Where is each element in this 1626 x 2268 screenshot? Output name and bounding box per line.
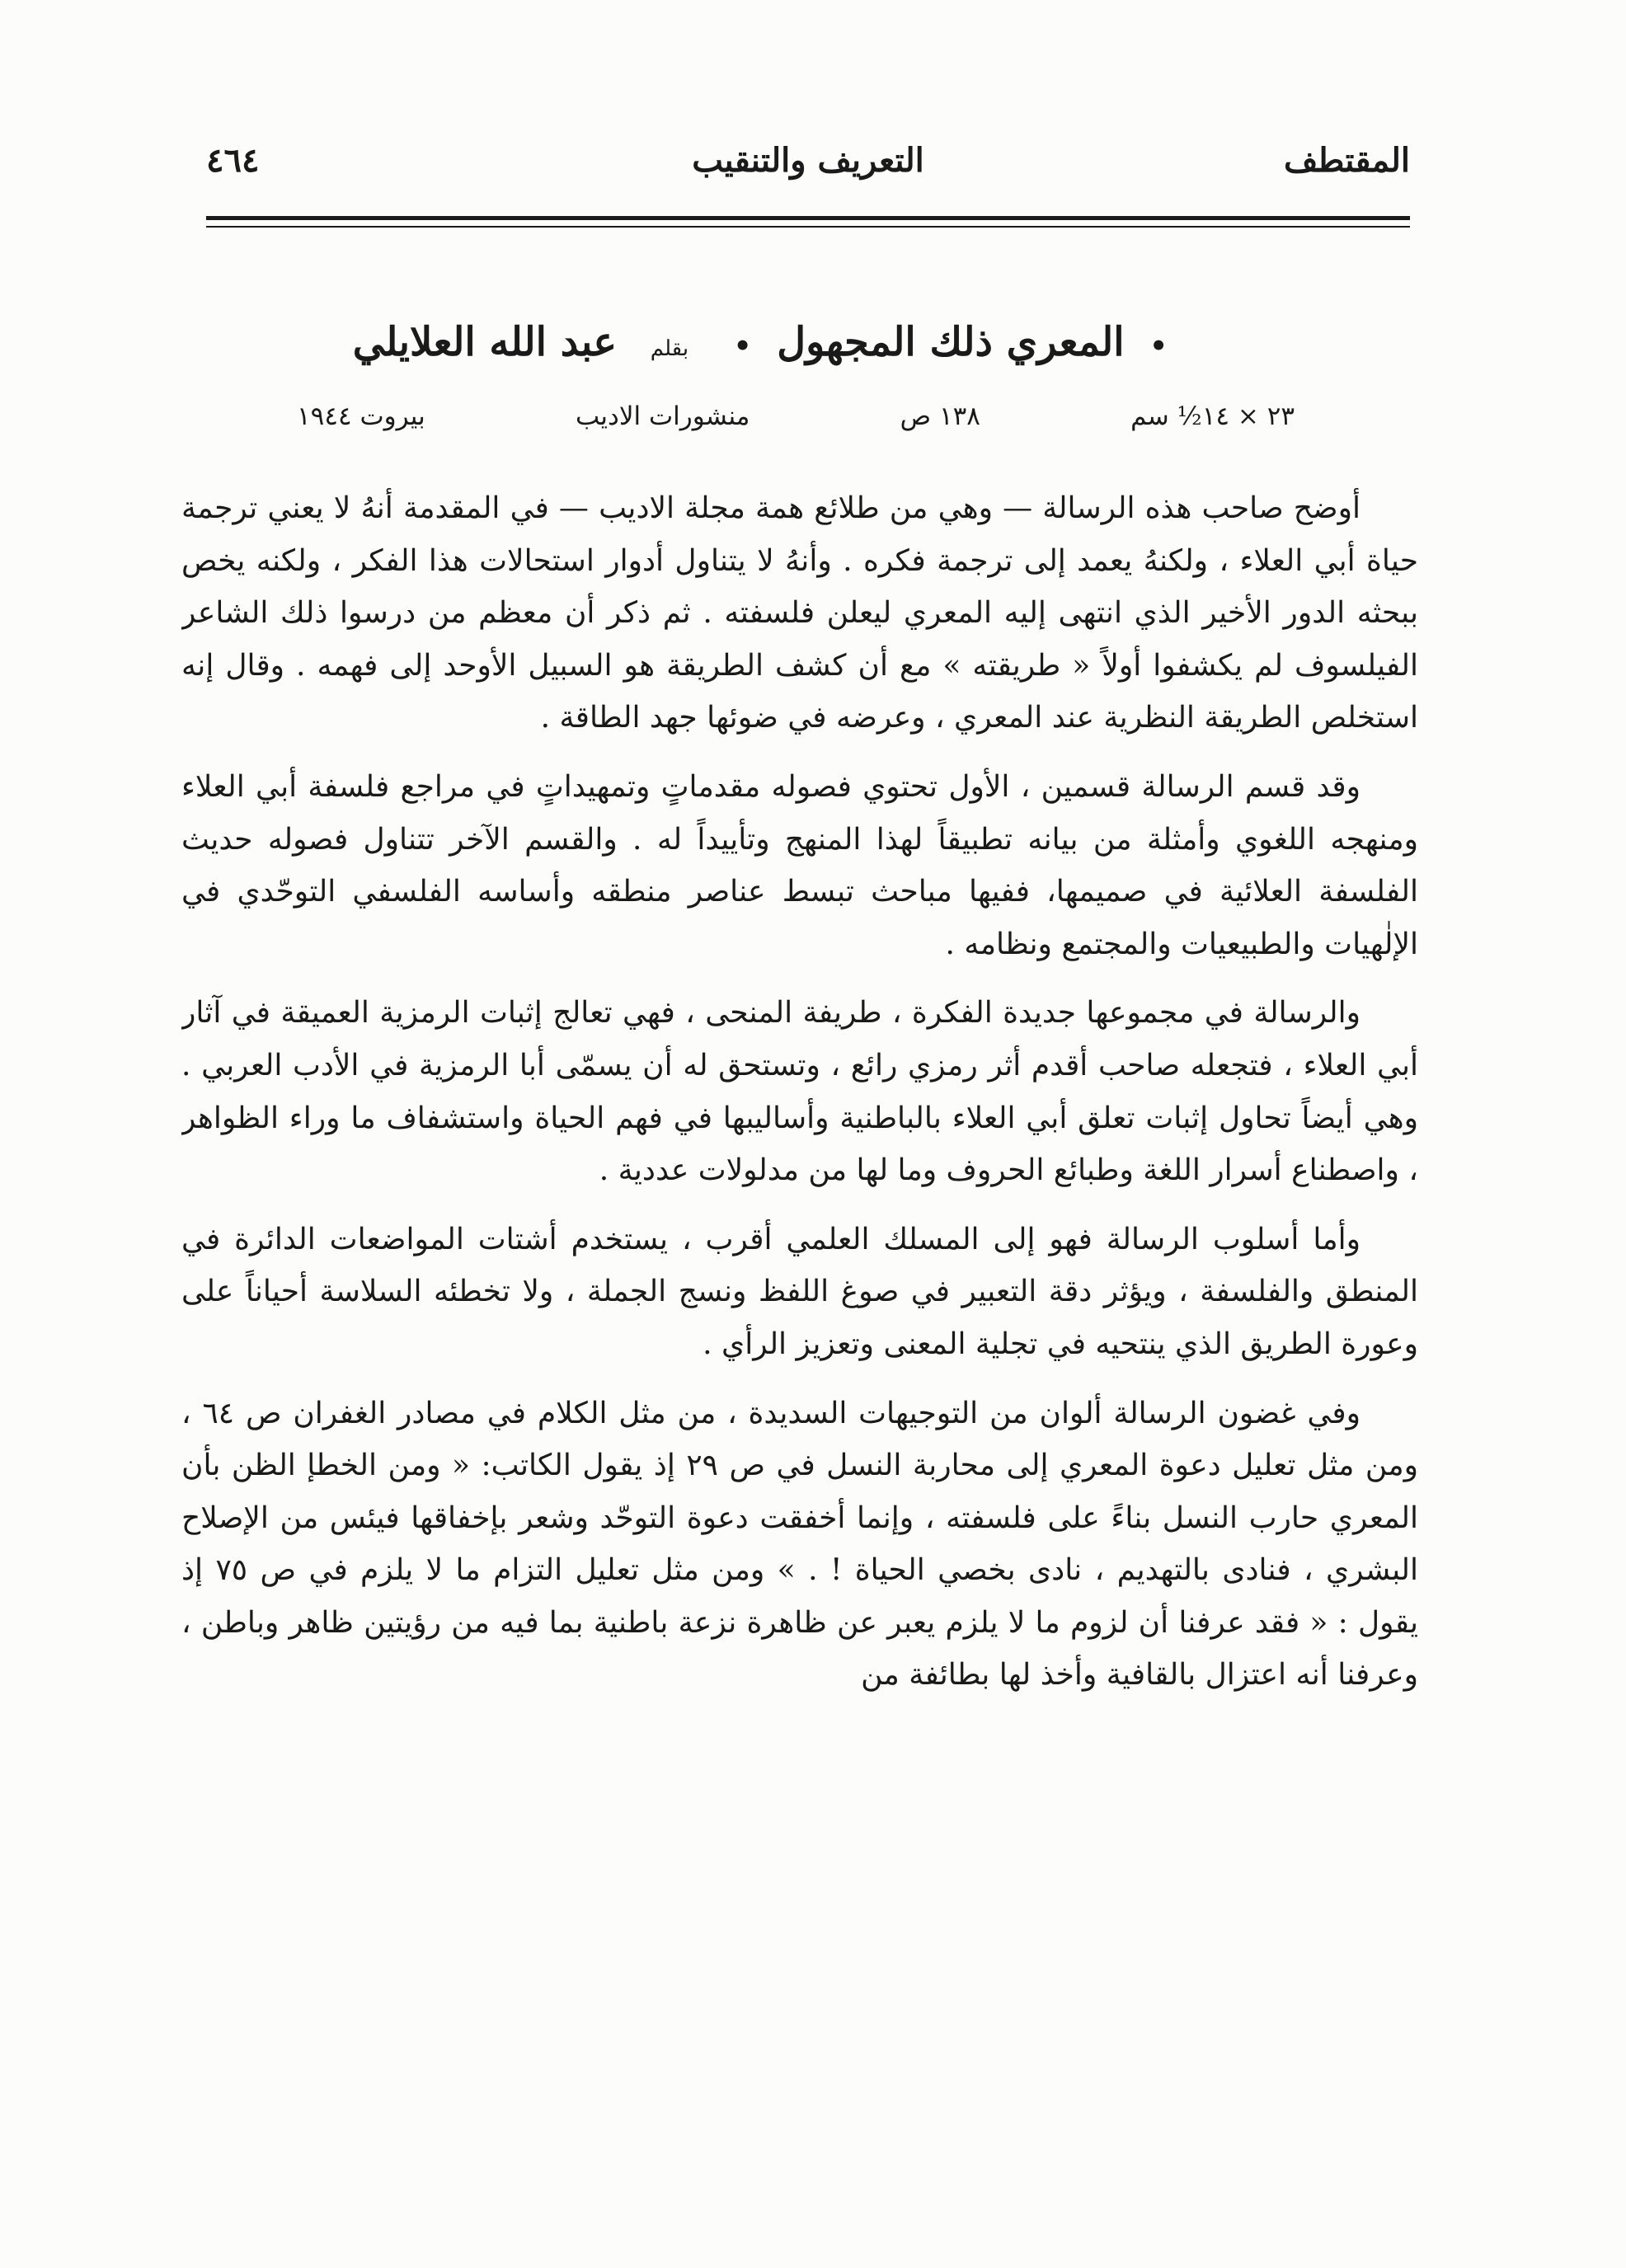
book-place-year: بيروت ١٩٤٤ (297, 401, 425, 431)
journal-name: المقتطف (1284, 141, 1410, 180)
bullet: • (1149, 330, 1168, 363)
book-title: المعري ذلك المجهول (777, 319, 1125, 365)
book-author: عبد الله العلايلي (352, 319, 618, 365)
paragraph: وقد قسم الرسالة قسمين ، الأول تحتوي فصوله مقدماتٍ وتمهيداتٍ في مراجع فلسفة أبي العلاء ومنهجه اللغوي وأمثلة من بيانه تطبيقاً لهذا المنهج وتأييداً له . والقسم الآخر تتناول فصوله حديث الفلسفة العلائية في صميمها، ففيها مباحث تبسط عناصر منطقه وأساسه الفلسفي التوحّدي في الإلٰهيات والطبيعيات والمجتمع ونظامه . (181, 769, 1418, 961)
book-publisher: منشورات الاديب (575, 401, 750, 431)
paragraph: والرسالة في مجموعها جديدة الفكرة ، طريفة المنحى ، فهي تعالج إثبات الرمزية العميقة في آثار أبي العلاء ، فتجعله صاحب أقدم أثر رمزي رائع ، وتستحق له أن يسمّى أبا الرمزية في الأدب العربي . وهي أيضاً تحاول إثبات تعلق أبي العلاء بالباطنية وأساليبها في فهم الحياة واستشفاف ما وراء الظواهر ، واصطناع أسرار اللغة وطبائع الحروف وما لها من مدلولات عددية . (181, 996, 1418, 1188)
paragraph: وفي غضون الرسالة ألوان من التوجيهات السديدة ، من مثل الكلام في مصادر الغفران ص ٦٤ ، ومن مثل تعليل دعوة المعري إلى محاربة النسل في ص ٢٩ إذ يقول الكاتب: « ومن الخطإ الظن بأن المعري حارب النسل بناءً على فلسفته ، وإنما أخفقت دعوة التوحّد وشعر بإخفاقها فيئس من الإصلاح البشري ، فنادى بالتهديم ، نادى بخصي الحياة ! . » ومن مثل تعليل التزام ما لا يلزم في ص ٧٥ إذ يقول : « فقد عرفنا أن لزوم ما لا يلزم يعبر عن ظاهرة نزعة باطنية بما فيه من رؤيتين ظاهر وباطن ، وعرفنا أنه اعتزال بالقافية وأخذ لها بطائفة من (181, 1396, 1418, 1693)
book-heading (206, 313, 1179, 378)
header-rule (206, 216, 1410, 220)
book-dimensions: ٢٣ × ١٤½ سم (1130, 401, 1295, 431)
page-number: ٤٦٤ (206, 141, 260, 180)
bullet: • (733, 330, 752, 363)
book-details (297, 394, 1295, 439)
running-head (206, 136, 1410, 185)
section-title: التعريف والتنقيب (692, 141, 924, 180)
review-body (181, 482, 1418, 2230)
paragraph: أوضح صاحب هذه الرسالة — وهي من طلائع همة مجلة الاديب — في المقدمة أنهُ لا يعني ترجمة حياة أبي العلاء ، ولكنهُ يعمد إلى ترجمة فكره . وأنهُ لا يتناول أدوار استحالات هذا الفكر ، ولكنه يخص ببحثه الدور الأخير الذي انتهى إليه المعري ليعلن فلسفته . ثم ذكر أن معظم من درسوا ذلك الشاعر الفيلسوف لم يكشفوا أولاً « طريقته » مع أن كشف الطريقة هو السبيل الأوحد إلى فهمه . وقال إنه استخلص الطريقة النظرية عند المعري ، وعرضه في ضوئها جهد الطاقة . (181, 491, 1418, 735)
by-label: بقلم (650, 336, 689, 361)
header-rule-thin (206, 226, 1410, 228)
paragraph: وأما أسلوب الرسالة فهو إلى المسلك العلمي أقرب ، يستخدم أشتات المواضعات الدائرة في المنطق والفلسفة ، ويؤثر دقة التعبير في صوغ اللفظ ونسج الجملة ، ولا تخطئه السلاسة أحياناً على وعورة الطريق الذي ينتحيه في تجلية المعنى وتعزيز الرأي . (181, 1222, 1418, 1361)
book-pages: ١٣٨ ص (900, 401, 980, 431)
